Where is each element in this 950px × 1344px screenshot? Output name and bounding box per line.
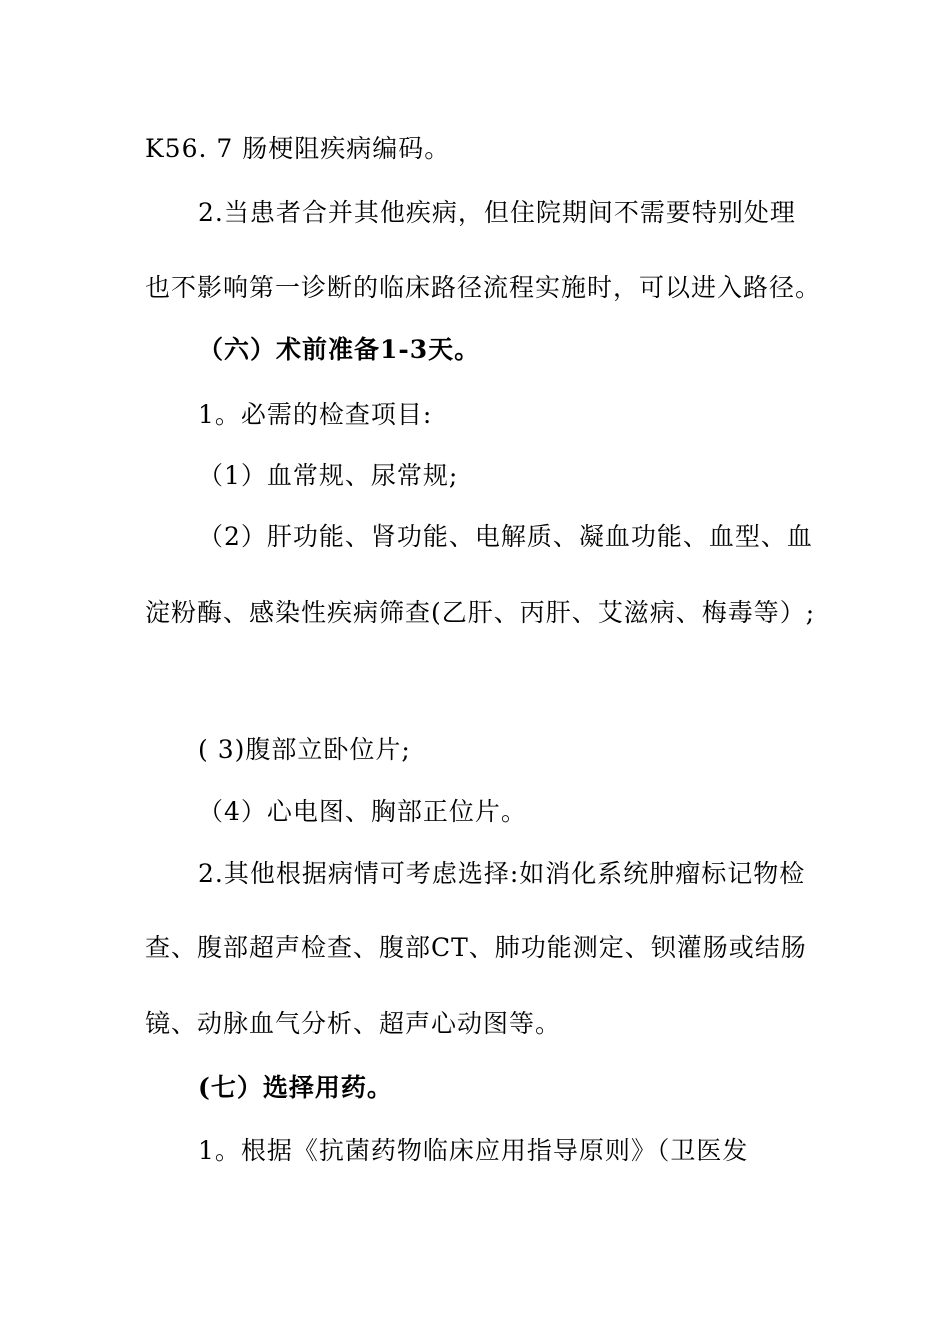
text-line-exam-1: （1）血常规、尿常规;: [198, 461, 459, 490]
section-heading-seven: (七）选择用药。: [198, 1073, 393, 1102]
text-line-exam-3: ( 3)腹部立卧位片;: [198, 735, 411, 764]
text-line-optional-exams-cont: 查、腹部超声检查、腹部CT、肺功能测定、钡灌肠或结肠: [145, 933, 807, 962]
text-line-medication-1: 1。根据《抗菌药物临床应用指导原则》（卫医发: [198, 1136, 749, 1165]
text-line-exam-2-cont: 淀粉酶、感染性疾病筛查(乙肝、丙肝、艾滋病、梅毒等）;: [145, 598, 816, 627]
section-heading-six: （六）术前准备1-3天。: [198, 335, 481, 364]
text-line-item-2: 2.当患者合并其他疾病，但住院期间不需要特别处理: [198, 198, 796, 227]
text-line-optional-exams: 2.其他根据病情可考虑选择:如消化系统肿瘤标记物检: [198, 859, 806, 888]
text-line-exam-2: （2）肝功能、肾功能、电解质、凝血功能、血型、血: [198, 522, 813, 551]
text-line-item-2-cont: 也不影响第一诊断的临床路径流程实施时，可以进入路径。: [145, 273, 822, 302]
text-line-optional-exams-cont-2: 镜、动脉血气分析、超声心动图等。: [145, 1009, 562, 1038]
text-line-disease-code: K56. 7 肠梗阻疾病编码。: [145, 134, 451, 163]
text-line-required-exams: 1。必需的检查项目:: [198, 400, 433, 429]
text-line-exam-4: （4）心电图、胸部正位片。: [198, 797, 527, 826]
